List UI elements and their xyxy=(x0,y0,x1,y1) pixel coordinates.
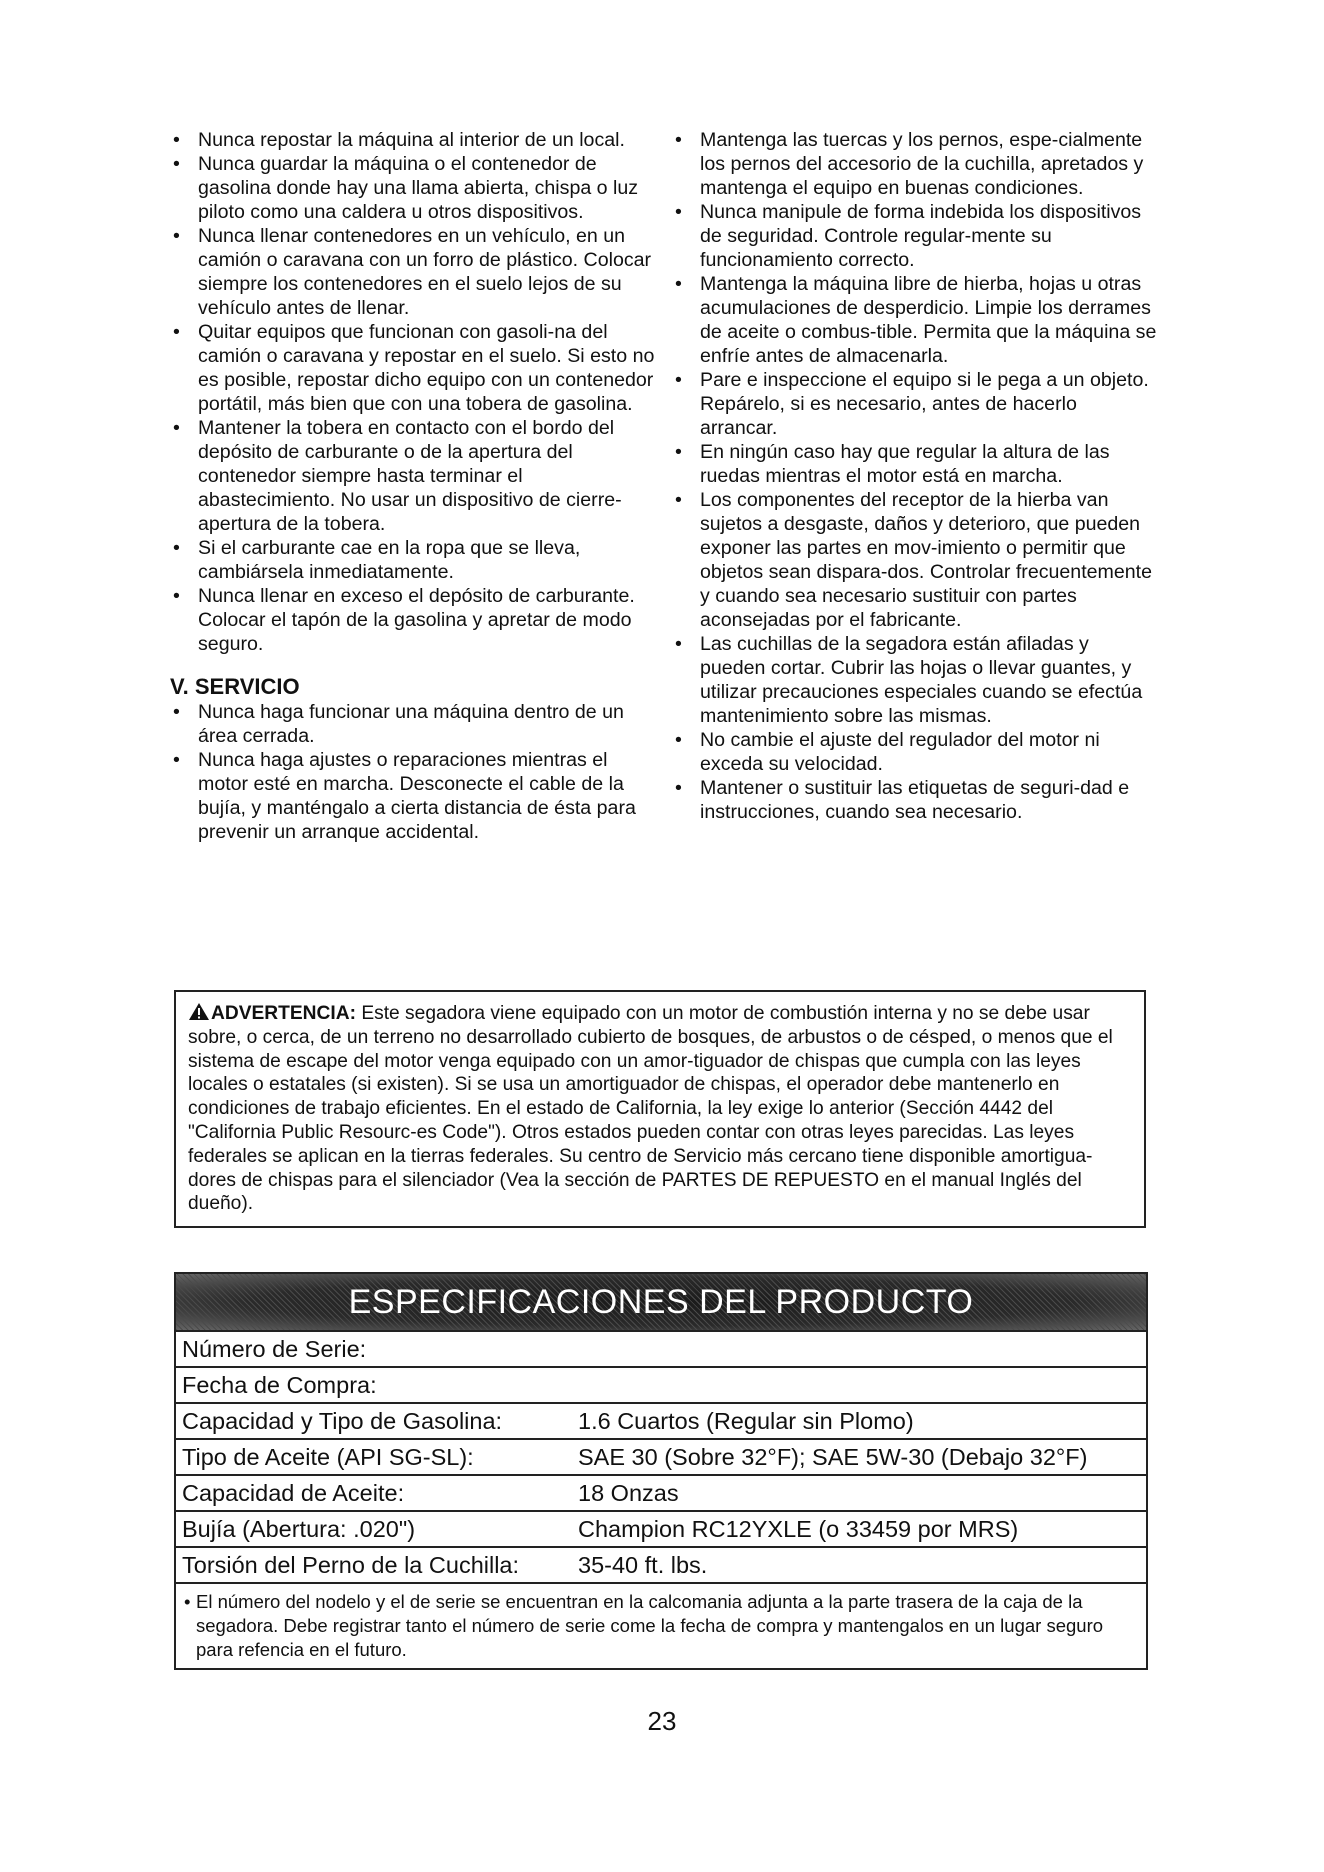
spec-value: SAE 30 (Sobre 32°F); SAE 5W-30 (Debajo 32°F) xyxy=(578,1443,1088,1470)
spec-table-title: ESPECIFICACIONES DEL PRODUCTO xyxy=(176,1274,1146,1332)
list-item: • Mantener la tobera en contacto con el bordo del depósito de carburante o de la apertura del contenedor siempre hasta terminar el abastecimiento. No usar un dispositivo de cierre-apertura de la tobera. xyxy=(170,416,655,536)
warning-box xyxy=(174,990,1146,1228)
list-item: • Nunca manipule de forma indebida los dispositivos de seguridad. Controle regular-mente su funcionamiento correcto. xyxy=(672,200,1157,272)
maintenance-safety-list xyxy=(672,128,1157,824)
warning-text: Este segadora viene equipado con un motor de combustión interna y no se debe usar sobre, o cerca, de un terreno no desarrollado cubierto de bosques, de arbustos o de césped, o menos que el sistema de escape del motor venga equipado con un amor-tiguador de chispas que cumpla con las leyes locales o estatales (si existen). Si se usa un amortiguador de chispas, el operador debe mantenerlo en condiciones de trabajo eficientes. En el estado de California, la ley exige lo anterior (Sección 4442 del "California Public Resourc-es Code"). Otros estados pueden contar con otras leyes parecidas. Las leyes federales se aplican en la tierras federales. Su centro de Servicio más cercano tiene disponible amortigua-dores de chispas para el silenciador (Vea la sección de PARTES DE REPUESTO en el manual Inglés del dueño). xyxy=(188,1003,1113,1215)
table-row xyxy=(176,1332,1146,1368)
spec-label: Fecha de Compra: xyxy=(182,1371,377,1398)
list-item: • No cambie el ajuste del regulador del motor ni exceda su velocidad. xyxy=(672,728,1157,776)
table-row xyxy=(176,1476,1146,1512)
spec-label: Torsión del Perno de la Cuchilla: xyxy=(182,1551,520,1578)
product-specifications-table xyxy=(174,1272,1148,1670)
list-item: • Mantenga las tuercas y los pernos, espe-cialmente los pernos del accesorio de la cuchilla, apretados y mantenga el equipo en buenas condiciones. xyxy=(672,128,1157,200)
list-item: • Nunca llenar en exceso el depósito de carburante. Colocar el tapón de la gasolina y apretar de modo seguro. xyxy=(170,584,655,656)
left-column xyxy=(170,128,655,844)
spec-label: Capacidad y Tipo de Gasolina: xyxy=(182,1407,503,1434)
list-item: • Pare e inspeccione el equipo si le pega a un objeto. Repárelo, si es necesario, antes de hacerlo arrancar. xyxy=(672,368,1157,440)
spec-label: Número de Serie: xyxy=(182,1335,367,1362)
spec-note xyxy=(176,1584,1146,1668)
list-item: • El número del nodelo y el de serie se encuentran en la calcomania adjunta a la parte trasera de la caja de la segadora. Debe registrar tanto el número de serie come la fecha de compra y mantengalos en un lugar seguro para refencia en el futuro. xyxy=(184,1590,1138,1662)
service-safety-list xyxy=(170,700,655,844)
list-item: • Nunca llenar contenedores en un vehículo, en un camión o caravana con un forro de plástico. Colocar siempre los contenedores en el suelo lejos de su vehículo antes de llenar. xyxy=(170,224,655,320)
spec-value: 18 Onzas xyxy=(578,1479,679,1506)
section-heading-servicio: V. SERVICIO xyxy=(170,674,300,699)
right-column xyxy=(672,128,1157,824)
table-row xyxy=(176,1548,1146,1584)
warning-label: ADVERTENCIA: xyxy=(188,1003,356,1024)
list-item: • Las cuchillas de la segadora están afiladas y pueden cortar. Cubrir las hojas o llevar guantes, y utilizar precauciones especiales cuando se efectúa mantenimiento sobre las mismas. xyxy=(672,632,1157,728)
spec-label: Capacidad de Aceite: xyxy=(182,1479,405,1506)
fueling-safety-list xyxy=(170,128,655,656)
page-number: 23 xyxy=(647,1706,677,1736)
list-item: • Nunca haga ajustes o reparaciones mientras el motor esté en marcha. Desconecte el cable de la bujía, y manténgalo a cierta distancia de ésta para prevenir un arranque accidental. xyxy=(170,748,655,844)
spec-label: Tipo de Aceite (API SG-SL): xyxy=(182,1443,474,1470)
list-item: • Nunca haga funcionar una máquina dentro de un área cerrada. xyxy=(170,700,655,748)
warning-triangle-icon xyxy=(188,1002,210,1021)
spec-label: Bujía (Abertura: .020") xyxy=(182,1515,416,1542)
list-item: • En ningún caso hay que regular la altura de las ruedas mientras el motor está en marcha. xyxy=(672,440,1157,488)
list-item: • Mantenga la máquina libre de hierba, hojas u otras acumulaciones de desperdicio. Limpie los derrames de aceite o combus-tible. Permita que la máquina se enfríe antes de almacenarla. xyxy=(672,272,1157,368)
list-item: • Mantener o sustituir las etiquetas de seguri-dad e instrucciones, cuando sea necesario. xyxy=(672,776,1157,824)
list-item: • Nunca repostar la máquina al interior de un local. xyxy=(170,128,655,152)
table-row xyxy=(176,1440,1146,1476)
spec-value: 1.6 Cuartos (Regular sin Plomo) xyxy=(578,1407,914,1434)
table-row xyxy=(176,1368,1146,1404)
table-row xyxy=(176,1512,1146,1548)
list-item: • Quitar equipos que funcionan con gasoli-na del camión o caravana y repostar en el suelo. Si esto no es posible, repostar dicho equipo con un contenedor portátil, más bien que con una tobera de gasolina. xyxy=(170,320,655,416)
list-item: • Los componentes del receptor de la hierba van sujetos a desgaste, daños y deterioro, que pueden exponer las partes en mov-imiento o permitir que objetos sean dispara-dos. Controlar frecuentemente y cuando sea necesario sustituir con partes aconsejadas por el fabricante. xyxy=(672,488,1157,632)
spec-value: Champion RC12YXLE (o 33459 por MRS) xyxy=(578,1515,1019,1542)
list-item: • Nunca guardar la máquina o el contenedor de gasolina donde hay una llama abierta, chispa o luz piloto como una caldera u otros dispositivos. xyxy=(170,152,655,224)
list-item: • Si el carburante cae en la ropa que se lleva, cambiársela inmediatamente. xyxy=(170,536,655,584)
spec-value: 35-40 ft. lbs. xyxy=(578,1551,708,1578)
table-row xyxy=(176,1404,1146,1440)
